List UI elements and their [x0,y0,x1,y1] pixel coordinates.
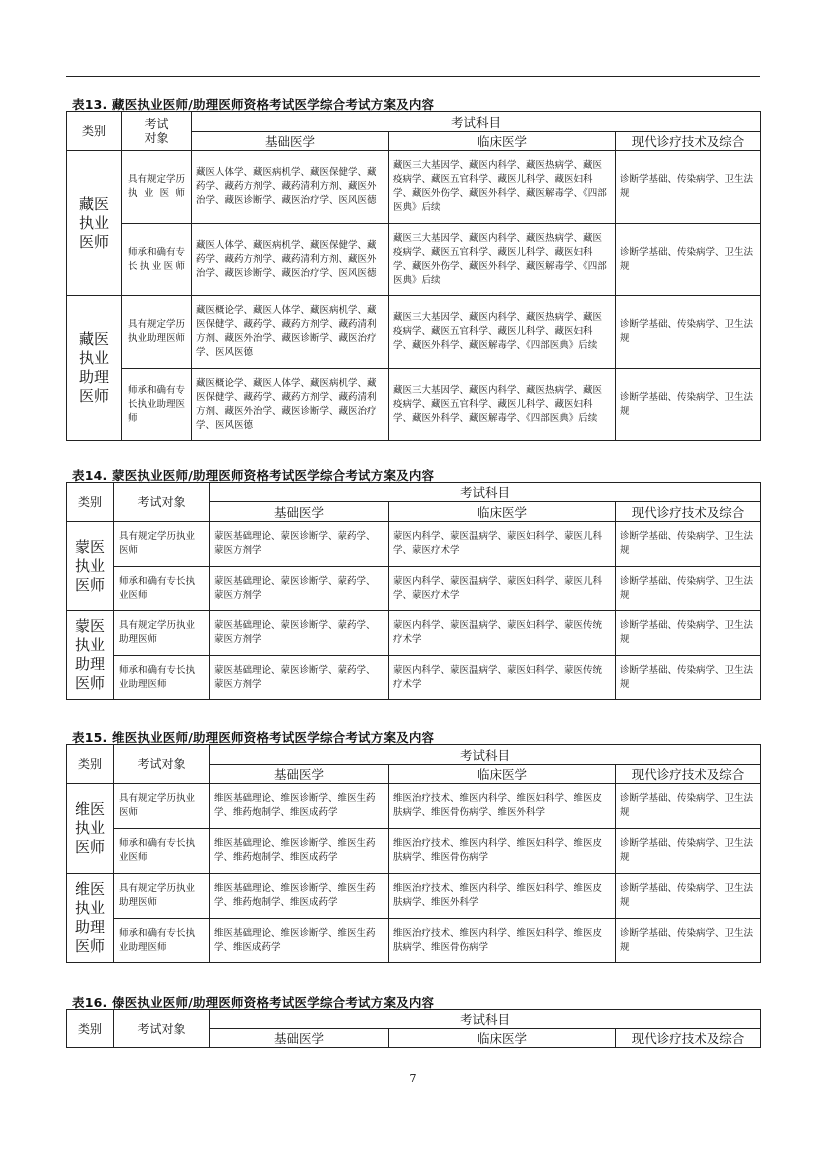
basic-cell: 藏医概论学、藏医人体学、藏医病机学、藏医保健学、藏药学、藏药方剂学、藏药清利方剂、藏医外治学、藏医诊断学、藏医治疗学、医风医德 [192,369,389,441]
basic-header: 基础医学 [210,502,389,522]
clinical-cell: 藏医三大基因学、藏医内科学、藏医热病学、藏医疫病学、藏医五官科学、藏医儿科学、藏医妇科学、藏医外科学、藏医解毒学、《四部医典》后续 [389,369,616,441]
subjects-header: 考试科目 [210,1010,761,1029]
clinical-header: 临床医学 [389,132,616,151]
table-14 [66,482,761,700]
target-cell: 师承和确有专长执业助理医师 [114,919,210,963]
category-cell: 藏医 执业 医师 [67,151,122,296]
target-cell: 具有规定学历执业助理医师 [122,296,192,369]
clinical-cell: 蒙医内科学、蒙医温病学、蒙医妇科学、蒙医儿科学、蒙医疗术学 [389,522,616,567]
basic-cell: 维医基础理论、维医诊断学、维医生药学、维医成药学 [210,919,389,963]
clinical-cell: 蒙医内科学、蒙医温病学、蒙医妇科学、蒙医传统疗术学 [389,656,616,700]
table-15 [66,744,761,963]
table-14-caption: 表14. 蒙医执业医师/助理医师资格考试医学综合考试方案及内容 [72,468,435,483]
table-row [67,611,761,656]
category-header: 类别 [67,483,114,522]
target-cell: 师承和确有专长执业医师 [122,224,192,296]
table-row [67,522,761,567]
modern-cell: 诊断学基础、传染病学、卫生法规 [616,919,761,963]
subjects-header: 考试科目 [192,112,761,132]
modern-cell: 诊断学基础、传染病学、卫生法规 [616,829,761,874]
target-cell: 具有规定学历执业助理医师 [114,611,210,656]
table-16-caption: 表16. 傣医执业医师/助理医师资格考试医学综合考试方案及内容 [72,995,435,1010]
clinical-header: 临床医学 [389,765,616,784]
basic-header: 基础医学 [192,132,389,151]
modern-cell: 诊断学基础、传染病学、卫生法规 [616,151,761,224]
target-cell: 具有规定学历执业医师 [122,151,192,224]
subjects-header: 考试科目 [210,483,761,502]
basic-cell: 蒙医基础理论、蒙医诊断学、蒙药学、蒙医方剂学 [210,656,389,700]
category-cell: 蒙医 执业 医师 [67,522,114,611]
table-16 [66,1009,761,1048]
basic-cell: 蒙医基础理论、蒙医诊断学、蒙药学、蒙医方剂学 [210,567,389,611]
table-row [67,784,761,829]
modern-cell: 诊断学基础、传染病学、卫生法规 [616,522,761,567]
target-header: 考试对象 [114,745,210,784]
basic-header: 基础医学 [210,765,389,784]
modern-cell: 诊断学基础、传染病学、卫生法规 [616,224,761,296]
target-cell: 具有规定学历执业医师 [114,522,210,567]
clinical-cell: 藏医三大基因学、藏医内科学、藏医热病学、藏医疫病学、藏医五官科学、藏医儿科学、藏医妇科学、藏医外伤学、藏医外科学、藏医解毒学、《四部医典》后续 [389,151,616,224]
modern-header: 现代诊疗技术及综合 [616,502,761,522]
target-cell: 师承和确有专长执业医师 [114,829,210,874]
table-row [67,656,761,700]
modern-cell: 诊断学基础、传染病学、卫生法规 [616,874,761,919]
table-13-caption: 表13. 藏医执业医师/助理医师资格考试医学综合考试方案及内容 [72,97,435,112]
modern-cell: 诊断学基础、传染病学、卫生法规 [616,369,761,441]
modern-header: 现代诊疗技术及综合 [616,1029,761,1048]
clinical-cell: 藏医三大基因学、藏医内科学、藏医热病学、藏医疫病学、藏医五官科学、藏医儿科学、藏医妇科学、藏医外科学、藏医解毒学、《四部医典》后续 [389,296,616,369]
target-header: 考试 对象 [122,112,192,151]
modern-header: 现代诊疗技术及综合 [616,765,761,784]
target-cell: 师承和确有专长执业助理医师 [122,369,192,441]
table-row [67,919,761,963]
basic-cell: 维医基础理论、维医诊断学、维医生药学、维药炮制学、维医成药学 [210,874,389,919]
clinical-cell: 蒙医内科学、蒙医温病学、蒙医妇科学、蒙医儿科学、蒙医疗术学 [389,567,616,611]
page-number: 7 [409,1072,417,1085]
table-row [67,296,761,369]
category-cell: 维医 执业 助理 医师 [67,874,114,963]
target-cell: 师承和确有专长执业医师 [114,567,210,611]
clinical-cell: 维医治疗技术、维医内科学、维医妇科学、维医皮肤病学、维医骨伤病学 [389,919,616,963]
clinical-cell: 维医治疗技术、维医内科学、维医妇科学、维医皮肤病学、维医骨伤病学 [389,829,616,874]
category-cell: 藏医 执业 助理 医师 [67,296,122,441]
table-row [67,829,761,874]
clinical-cell: 维医治疗技术、维医内科学、维医妇科学、维医皮肤病学、维医骨伤病学、维医外科学 [389,784,616,829]
category-header: 类别 [67,112,122,151]
table-row [67,224,761,296]
subjects-header: 考试科目 [210,745,761,765]
target-cell: 具有规定学历执业医师 [114,784,210,829]
target-cell: 师承和确有专长执业助理医师 [114,656,210,700]
clinical-cell: 藏医三大基因学、藏医内科学、藏医热病学、藏医疫病学、藏医五官科学、藏医儿科学、藏医妇科学、藏医外伤学、藏医外科学、藏医解毒学、《四部医典》后续 [389,224,616,296]
modern-cell: 诊断学基础、传染病学、卫生法规 [616,567,761,611]
basic-cell: 维医基础理论、维医诊断学、维医生药学、维药炮制学、维医成药学 [210,784,389,829]
header-rule [66,76,760,77]
target-header: 考试对象 [114,1010,210,1048]
target-header: 考试对象 [114,483,210,522]
modern-cell: 诊断学基础、传染病学、卫生法规 [616,611,761,656]
table-row [67,151,761,224]
clinical-cell: 蒙医内科学、蒙医温病学、蒙医妇科学、蒙医传统疗术学 [389,611,616,656]
category-cell: 维医 执业 医师 [67,784,114,874]
target-cell: 具有规定学历执业助理医师 [114,874,210,919]
basic-cell: 蒙医基础理论、蒙医诊断学、蒙药学、蒙医方剂学 [210,611,389,656]
basic-header: 基础医学 [210,1029,389,1048]
basic-cell: 蒙医基础理论、蒙医诊断学、蒙药学、蒙医方剂学 [210,522,389,567]
modern-header: 现代诊疗技术及综合 [616,132,761,151]
table-15-caption: 表15. 维医执业医师/助理医师资格考试医学综合考试方案及内容 [72,730,435,745]
basic-cell: 维医基础理论、维医诊断学、维医生药学、维药炮制学、维医成药学 [210,829,389,874]
clinical-header: 临床医学 [389,502,616,522]
clinical-header: 临床医学 [389,1029,616,1048]
table-row [67,369,761,441]
basic-cell: 藏医人体学、藏医病机学、藏医保健学、藏药学、藏药方剂学、藏药清利方剂、藏医外治学、藏医诊断学、藏医治疗学、医风医德 [192,151,389,224]
modern-cell: 诊断学基础、传染病学、卫生法规 [616,784,761,829]
category-header: 类别 [67,1010,114,1048]
modern-cell: 诊断学基础、传染病学、卫生法规 [616,656,761,700]
table-row [67,567,761,611]
clinical-cell: 维医治疗技术、维医内科学、维医妇科学、维医皮肤病学、维医外科学 [389,874,616,919]
modern-cell: 诊断学基础、传染病学、卫生法规 [616,296,761,369]
basic-cell: 藏医概论学、藏医人体学、藏医病机学、藏医保健学、藏药学、藏药方剂学、藏药清利方剂、藏医外治学、藏医诊断学、藏医治疗学、医风医德 [192,296,389,369]
table-13 [66,111,761,441]
basic-cell: 藏医人体学、藏医病机学、藏医保健学、藏药学、藏药方剂学、藏药清利方剂、藏医外治学、藏医诊断学、藏医治疗学、医风医德 [192,224,389,296]
table-row [67,874,761,919]
category-header: 类别 [67,745,114,784]
category-cell: 蒙医 执业 助理 医师 [67,611,114,700]
